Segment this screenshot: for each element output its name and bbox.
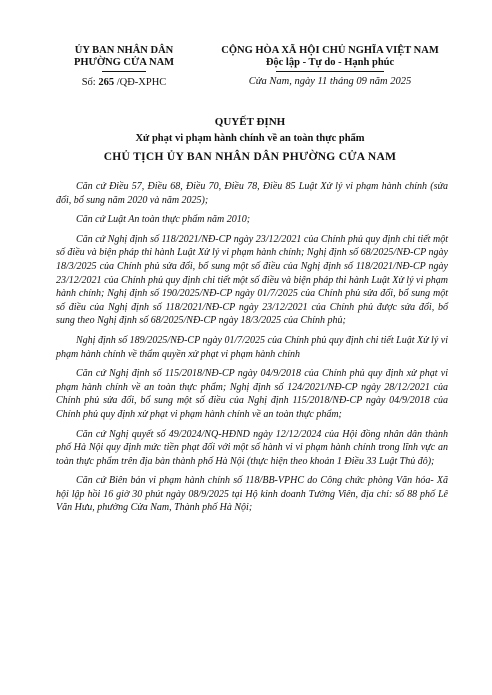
paragraph: Căn cứ Nghị quyết số 49/2024/NQ-HĐND ngày 12/12/2024 của Hội đồng nhân dân thành phố Hà Nội quy định mức tiền phạt đối với một số hành vi vi phạm hành chính trong lĩnh vực an toàn thực phẩm trên địa bàn thành phố Hà Nội (thực hiện theo khoản 1 Điều 33 Luật Thủ đô); xyxy=(56,428,448,467)
paragraph: Căn cứ Luật An toàn thực phẩm năm 2010; xyxy=(76,214,251,226)
document-type: QUYẾT ĐỊNH xyxy=(214,116,286,128)
authority-line-1: ỦY BAN NHÂN DÂN xyxy=(74,45,174,56)
legal-basis xyxy=(56,180,448,521)
doc-number-prefix: Số: xyxy=(81,77,96,88)
nation-name: CỘNG HÒA XÃ HỘI CHỦ NGHĨA VIỆT NAM xyxy=(221,45,439,56)
national-heading xyxy=(210,45,450,88)
motto-underline xyxy=(276,71,384,72)
issuing-authority xyxy=(56,45,192,89)
title-block xyxy=(40,116,460,164)
issuer-title: CHỦ TỊCH ỦY BAN NHÂN DÂN PHƯỜNG CỬA NAM xyxy=(103,151,397,163)
document-subject: Xử phạt vi phạm hành chính về an toàn thực phẩm xyxy=(135,133,365,144)
doc-number-suffix: /QĐ-XPHC xyxy=(116,77,167,88)
paragraph: Căn cứ Nghị định số 115/2018/NĐ-CP ngày 04/9/2018 của Chính phủ quy định xử phạt vi phạm hành chính về an toàn thực phẩm; Nghị định số 124/2021/NĐ-CP ngày 28/12/2021 của Chính phủ sửa đổi, bổ sung một số điều của Nghị định 115/2018/NĐ-CP ngày 04/9/2018 của Chính phủ quy định xử phạt vi phạm hành chính về an toàn thực phẩm; xyxy=(56,368,448,420)
authority-underline xyxy=(102,71,146,72)
document-number xyxy=(56,77,192,89)
paragraph: Căn cứ Biên bản vi phạm hành chính số 118/BB-VPHC do Công chức phòng Văn hóa- Xã hội lập hồi 16 giờ 30 phút ngày 08/9/2025 tại Hộ kinh doanh Tường Viên, địa chỉ: số 88 phố Lê Văn Hưu, phường Cửa Nam, Thành phố Hà Nội; xyxy=(56,475,448,514)
paragraph: Căn cứ Điều 57, Điều 68, Điều 70, Điều 78, Điều 85 Luật Xử lý vi phạm hành chính (sửa đổi, bổ sung năm 2020 và năm 2025); xyxy=(56,181,448,206)
doc-number-value: 265 xyxy=(98,77,115,88)
authority-line-2: PHƯỜNG CỬA NAM xyxy=(73,57,175,68)
national-motto: Độc lập - Tự do - Hạnh phúc xyxy=(265,57,395,68)
paragraph: Nghị định số 189/2025/NĐ-CP ngày 01/7/2025 của Chính phủ quy định chi tiết Luật Xử lý vi phạm hành chính về thẩm quyền xử phạt vi phạm hành chính xyxy=(56,334,448,360)
paragraph: Căn cứ Nghị định số 118/2021/NĐ-CP ngày 23/12/2021 của Chính phủ quy định chi tiết một số điều và biện pháp thi hành Luật Xử lý vi phạm hành chính; Nghị định số 68/2025/NĐ-CP ngày 18/3/2025 của Chính phủ sửa đổi, bổ sung một số điều của Nghị định số 118/2021/NĐ-CP ngày 23/12/2021 của Chính phủ quy định chi tiết một số điều và biện pháp thi hành Luật Xử lý vi phạm hành chính; Nghị định số 190/2025/NĐ-CP ngày 01/7/2025 của Chính phủ sửa đổi, bổ sung một số điều của Nghị định số 118/2021/NĐ-CP ngày 23/12/2021 của Chính phủ được sửa đổi, bổ sung theo Nghị định số 68/2025/NĐ-CP ngày 18/3/2025 của Chính phủ; xyxy=(56,233,448,327)
issue-date: Cửa Nam, ngày 11 tháng 09 năm 2025 xyxy=(248,76,412,87)
